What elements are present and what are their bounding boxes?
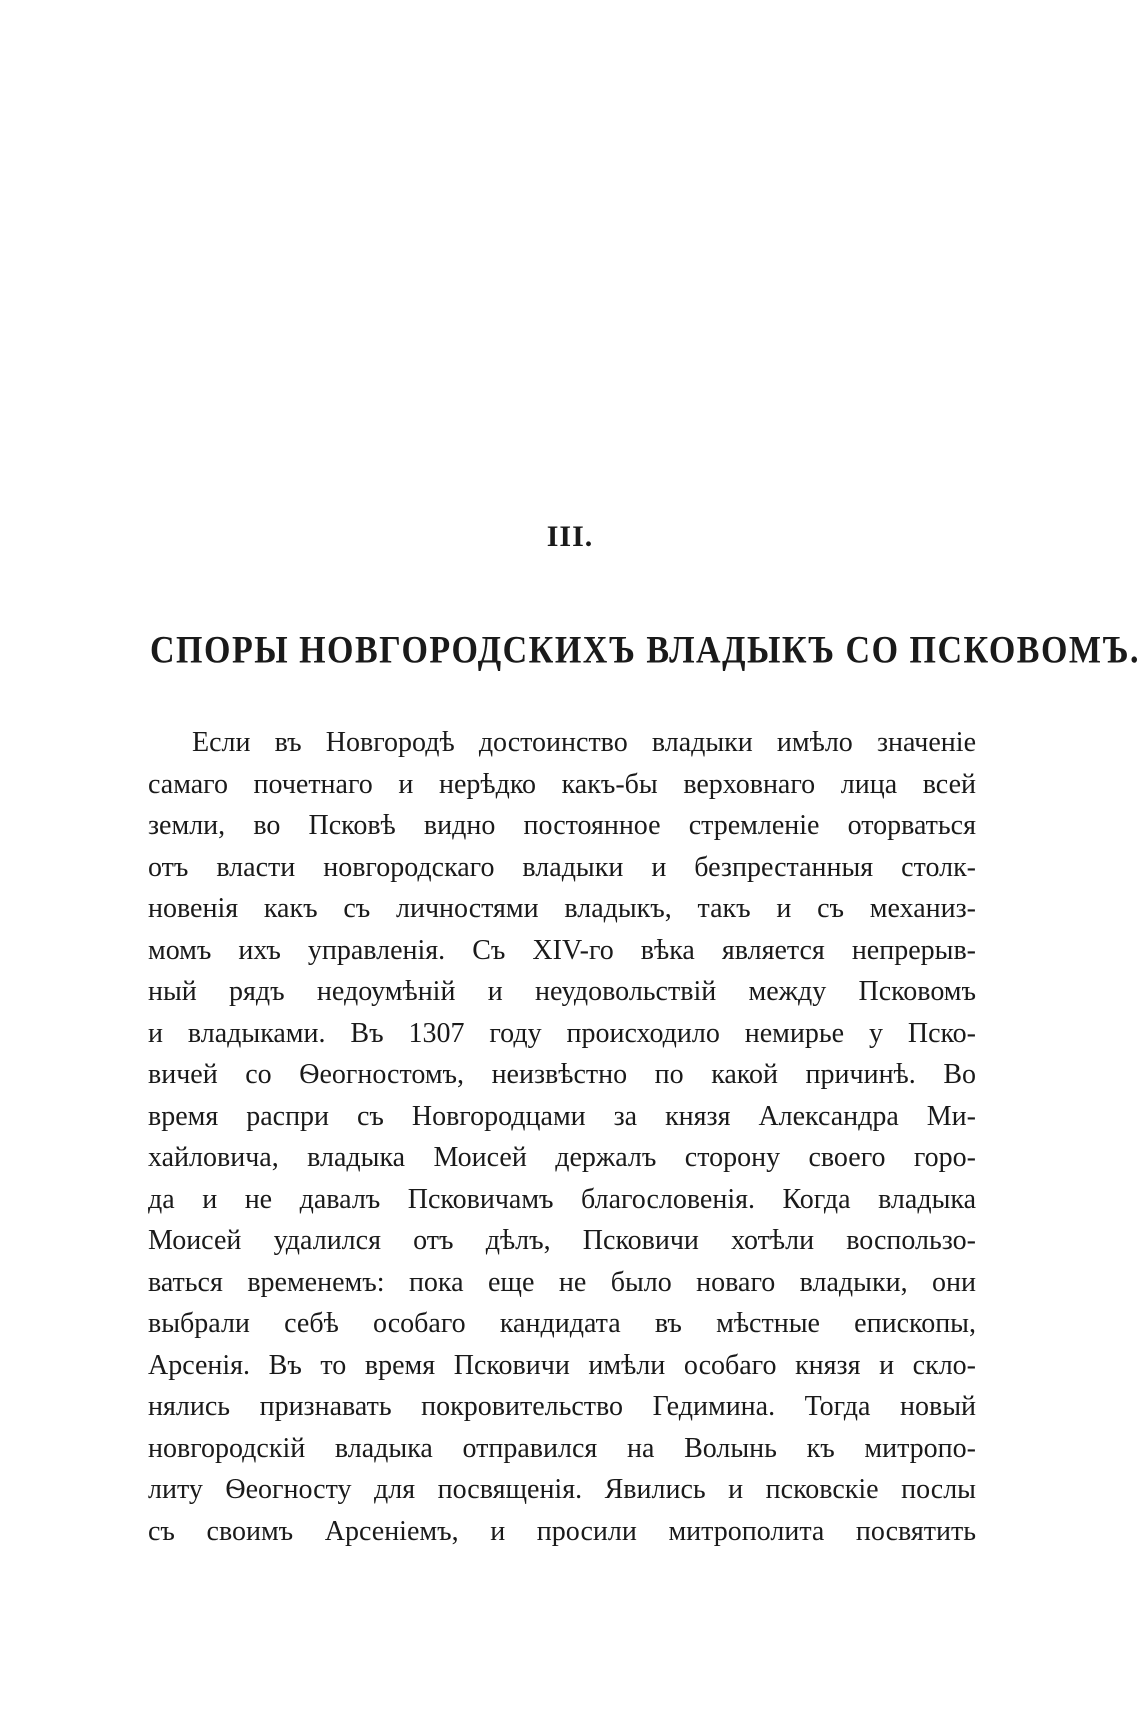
text-line: хайловича, владыка Моисей держалъ сторону своего горо- <box>148 1142 976 1173</box>
text-line: отъ власти новгородскаго владыки и безпрестанныя столк- <box>148 851 976 883</box>
text-line: самаго почетнаго и нерѣдко какъ-бы верховнаго лица всей <box>148 768 976 800</box>
text-line: да и не давалъ Псковичамъ благословенія. Когда владыка <box>148 1183 976 1215</box>
text-line: ный рядъ недоумѣній и неудовольствій между Псковомъ <box>148 976 976 1007</box>
text-line: литу Ѳеогносту для посвященія. Явились и псковскіе послы <box>148 1474 976 1505</box>
text-line: земли, во Псковѣ видно постоянное стремленіе оторваться <box>148 810 976 841</box>
body-text <box>148 722 976 1552</box>
text-line: новенія какъ съ личностями владыкъ, такъ и съ механиз- <box>148 893 976 924</box>
text-line: Арсенія. Въ то время Псковичи имѣли особаго князя и скло- <box>148 1349 976 1381</box>
text-line: Если въ Новгородѣ достоинство владыки имѣло значеніе <box>192 727 976 758</box>
chapter-number: III. <box>546 520 594 553</box>
text-line: время распри съ Новгородцами за князя Александра Ми- <box>148 1100 976 1132</box>
text-line: ваться временемъ: пока еще не было новаго владыки, они <box>148 1266 976 1298</box>
text-line: и владыками. Въ 1307 году происходило немирье у Пско- <box>148 1017 976 1049</box>
text-line: момъ ихъ управленія. Съ XIV-го вѣка является непрерыв- <box>148 934 976 966</box>
chapter-title: СПОРЫ НОВГОРОДСКИХЪ ВЛАДЫКЪ СО ПСКОВОМЪ. <box>150 629 1140 672</box>
text-line: съ своимъ Арсеніемъ, и просили митрополита посвятить <box>148 1515 976 1547</box>
text-line: Моисей удалился отъ дѣлъ, Псковичи хотѣли воспользо- <box>148 1225 976 1256</box>
text-line: новгородскій владыка отправился на Волынь къ митропо- <box>148 1432 976 1464</box>
text-line: нялись признавать покровительство Гедимина. Тогда новый <box>148 1391 976 1422</box>
text-line: выбрали себѣ особаго кандидата въ мѣстные епископы, <box>148 1308 976 1339</box>
text-line: вичей со Ѳеогностомъ, неизвѣстно по какой причинѣ. Во <box>148 1059 976 1090</box>
